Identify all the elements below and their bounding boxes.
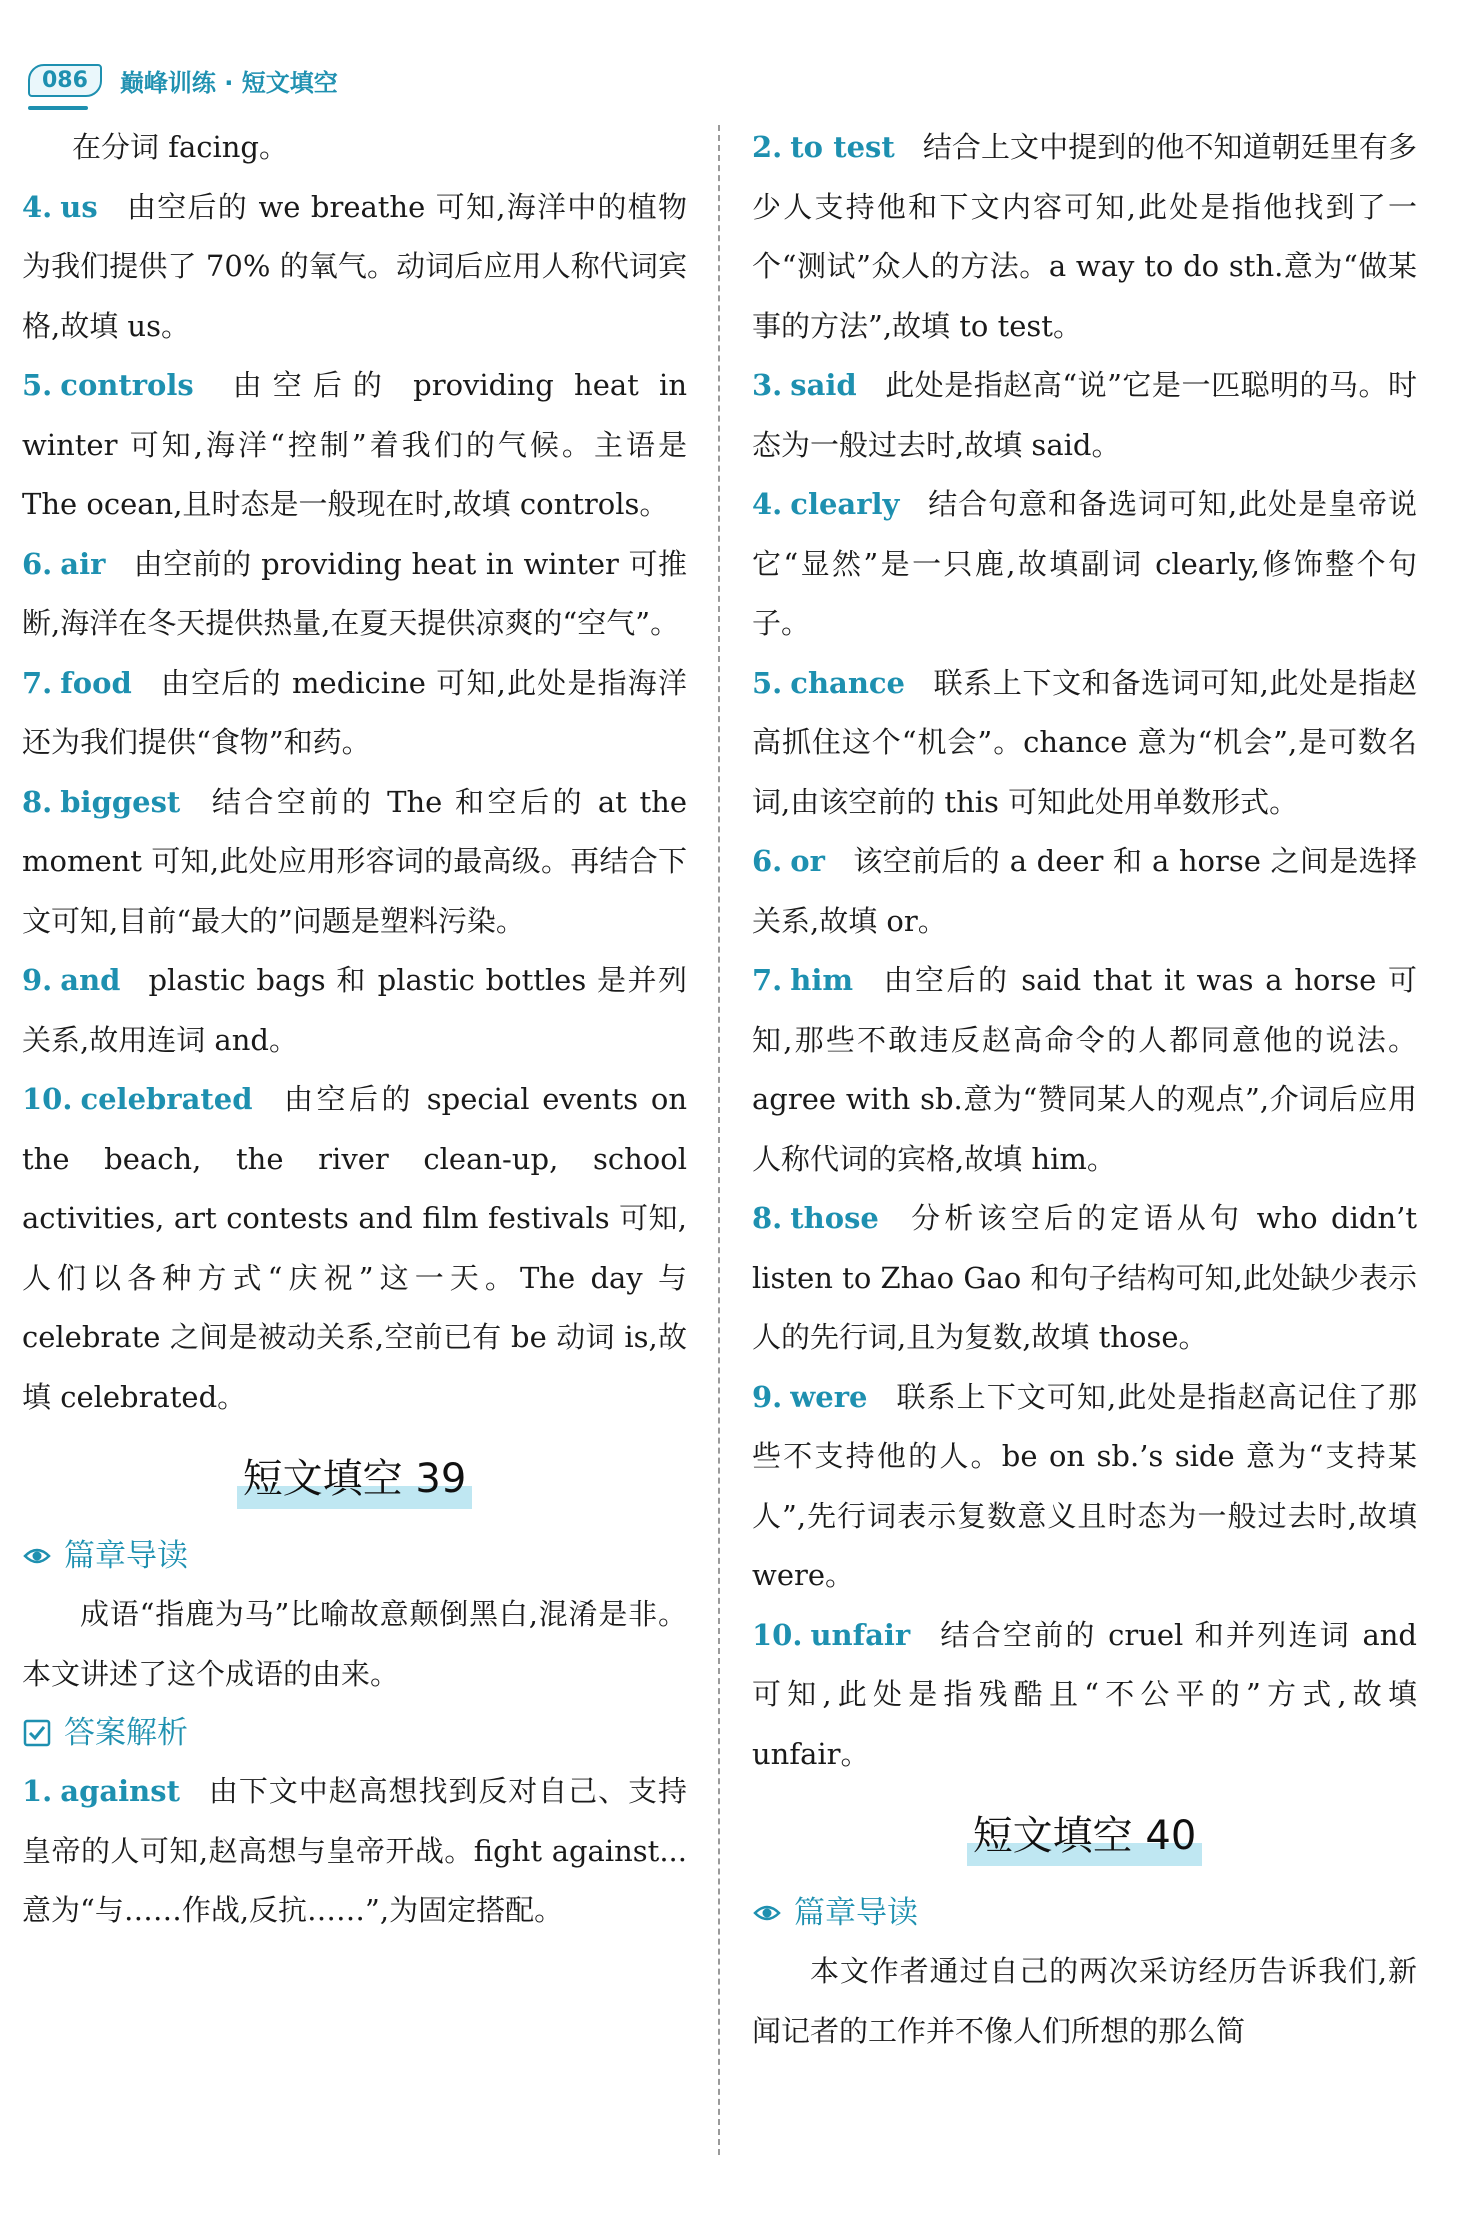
- answer-list-39-cont: [752, 118, 1417, 1784]
- answer-word: against: [60, 1774, 180, 1808]
- answer-item: [752, 654, 1417, 833]
- item-number: 8.: [22, 784, 53, 819]
- item-number: 7.: [752, 963, 783, 997]
- answer-key: [22, 666, 132, 700]
- answer-item: [752, 475, 1417, 654]
- explanation-text: 由空后的 providing heat in winter 可知,海洋“控制”着我们的气候。主语是 The ocean,且时态是一般现在时,故填 controls。: [22, 368, 687, 521]
- explanation-text: 由空前的 providing heat in winter 可推断,海洋在冬天提供热量,在夏天提供凉爽的“空气”。: [22, 546, 687, 640]
- answer-key: [22, 963, 120, 997]
- explanation-text: 由空后的 special events on the beach, the river clean-up, school activities, art contests and film festivals 可知,人们以各种方式“庆祝”这一天。The day 与 celebrate 之间是被动关系,空前已有 be 动词 is,故填 celebrated。: [22, 1082, 687, 1414]
- answer-key: [22, 1082, 253, 1116]
- answer-item: [22, 1762, 687, 1941]
- answer-key: [22, 785, 180, 819]
- answer-word: air: [60, 546, 106, 581]
- left-column: [22, 118, 687, 1941]
- section-title-40: 短文填空 40: [752, 1806, 1417, 1866]
- guide-heading-40: 篇章导读: [752, 1884, 1417, 1942]
- eye-icon: [752, 1898, 782, 1928]
- right-column: [752, 118, 1417, 2061]
- answer-word: him: [790, 963, 854, 997]
- answer-word: to test: [790, 130, 895, 164]
- answer-item: [752, 1368, 1417, 1606]
- answer-key: [752, 963, 853, 997]
- checkbox-icon: [22, 1718, 52, 1748]
- answer-key: [752, 487, 899, 521]
- item-number: 4.: [22, 189, 53, 224]
- lead-text: 在分词 facing。: [72, 130, 288, 164]
- item-number: 9.: [752, 1379, 783, 1414]
- item-number: 4.: [752, 487, 783, 521]
- answer-key: [752, 1618, 910, 1652]
- item-number: 8.: [752, 1201, 783, 1235]
- guide-text-40: 本文作者通过自己的两次采访经历告诉我们,新闻记者的工作并不像人们所想的那么简: [752, 1954, 1417, 2048]
- explanation-text: 结合空前的 The 和空后的 at the moment 可知,此处应用形容词的最高级。再结合下文可知,目前“最大的”问题是塑料污染。: [22, 784, 687, 938]
- answer-word: or: [790, 844, 825, 878]
- answer-word: us: [60, 189, 98, 224]
- item-number: 3.: [752, 368, 783, 402]
- explanation-text: 结合空前的 cruel 和并列连词 and 可知,此处是指残酷且“不公平的”方式,故填 unfair。: [752, 1617, 1417, 1771]
- header-underline: [28, 106, 88, 110]
- answer-item: [22, 654, 687, 773]
- answer-key: [752, 1201, 879, 1235]
- answer-item: [22, 1070, 687, 1427]
- explanation-text: 由空后的 medicine 可知,此处是指海洋还为我们提供“食物”和药。: [22, 665, 687, 759]
- answer-key: [22, 190, 98, 224]
- guide-heading: 篇章导读: [22, 1527, 687, 1585]
- answer-word: said: [790, 368, 857, 402]
- explanation-text: 联系上下文可知,此处是指赵高记住了那些不支持他的人。be on sb.’s side 意为“支持某人”,先行词表示复数意义且时态为一般过去时,故填 were。: [752, 1379, 1417, 1592]
- answer-item: [22, 773, 687, 952]
- running-title: 巅峰训练 · 短文填空: [119, 68, 338, 97]
- section-title-39: 短文填空 39: [22, 1449, 687, 1509]
- answer-key: [22, 1774, 180, 1808]
- answer-word: biggest: [60, 784, 181, 819]
- answer-key: [752, 1380, 867, 1414]
- answer-word: controls: [60, 368, 194, 402]
- item-number: 7.: [22, 665, 53, 700]
- answer-item: [752, 356, 1417, 475]
- column-divider: [718, 125, 720, 2155]
- explanation-text: 由空后的 said that it was a horse 可知,那些不敢违反赵高命令的人都同意他的说法。agree with sb.意为“赞同某人的观点”,介词后应用人称代词的宾格,故填 him。: [752, 963, 1417, 1176]
- answer-word: food: [60, 665, 132, 700]
- item-number: 5.: [752, 665, 783, 700]
- explanation-text: 此处是指赵高“说”它是一匹聪明的马。时态为一般过去时,故填 said。: [752, 368, 1417, 462]
- page-header: [28, 56, 338, 104]
- item-number: 6.: [752, 844, 783, 878]
- answer-word: clearly: [790, 487, 900, 521]
- answer-item: [752, 118, 1417, 356]
- answer-word: those: [790, 1201, 879, 1235]
- answer-list-39: [22, 1762, 687, 1941]
- answer-key: [22, 547, 105, 581]
- item-number: 10.: [22, 1082, 73, 1116]
- explanation-text: plastic bags 和 plastic bottles 是并列关系,故用连词 and。: [22, 963, 687, 1057]
- item-number: 10.: [752, 1617, 803, 1652]
- explanation-text: 分析该空后的定语从句 who didn’t listen to Zhao Gao 和句子结构可知,此处缺少表示人的先行词,且为复数,故填 those。: [752, 1201, 1417, 1354]
- item-number: 9.: [22, 963, 53, 997]
- explanation-text: 结合句意和备选词可知,此处是皇帝说它“显然”是一只鹿,故填副词 clearly,修饰整个句子。: [752, 487, 1417, 640]
- answer-item: [22, 356, 687, 535]
- answer-item: [752, 1606, 1417, 1785]
- answer-key: [22, 368, 194, 402]
- answer-key: [752, 666, 905, 700]
- answer-word: chance: [790, 665, 906, 700]
- page-number: 086: [28, 64, 102, 97]
- explanation-text: 该空前后的 a deer 和 a horse 之间是选择关系,故填 or。: [752, 844, 1417, 938]
- answer-key: [752, 368, 857, 402]
- explanation-text: 由下文中赵高想找到反对自己、支持皇帝的人可知,赵高想与皇帝开战。fight against...意为“与……作战,反抗……”,为固定搭配。: [22, 1774, 687, 1927]
- answer-item: [22, 951, 687, 1070]
- item-number: 5.: [22, 368, 53, 402]
- answer-word: celebrated: [80, 1082, 253, 1116]
- answer-item: [22, 535, 687, 654]
- explanation-text: 结合上文中提到的他不知道朝廷里有多少人支持他和下文内容可知,此处是指他找到了一个“测试”众人的方法。a way to do sth.意为“做某事的方法”,故填 to test。: [752, 130, 1417, 343]
- item-number: 2.: [752, 130, 783, 164]
- answer-item: [22, 178, 687, 357]
- answer-item: [752, 832, 1417, 951]
- guide-text: 成语“指鹿为马”比喻故意颠倒黑白,混淆是非。本文讲述了这个成语的由来。: [22, 1597, 687, 1691]
- answer-key: [752, 130, 895, 164]
- item-number: 6.: [22, 546, 53, 581]
- answer-heading: 答案解析: [22, 1704, 687, 1762]
- answer-key: [752, 844, 825, 878]
- explanation-text: 由空后的 we breathe 可知,海洋中的植物为我们提供了 70% 的氧气。动词后应用人称代词宾格,故填 us。: [22, 189, 687, 343]
- answer-item: [752, 1189, 1417, 1368]
- answer-word: unfair: [810, 1617, 911, 1652]
- eye-icon: [22, 1541, 52, 1571]
- answer-item: [752, 951, 1417, 1189]
- answer-word: were: [790, 1379, 868, 1414]
- answer-word: and: [60, 963, 121, 997]
- answer-list-36: [22, 178, 687, 1428]
- explanation-text: 联系上下文和备选词可知,此处是指赵高抓住这个“机会”。chance 意为“机会”,是可数名词,由该空前的 this 可知此处用单数形式。: [752, 665, 1417, 819]
- item-number: 1.: [22, 1774, 53, 1808]
